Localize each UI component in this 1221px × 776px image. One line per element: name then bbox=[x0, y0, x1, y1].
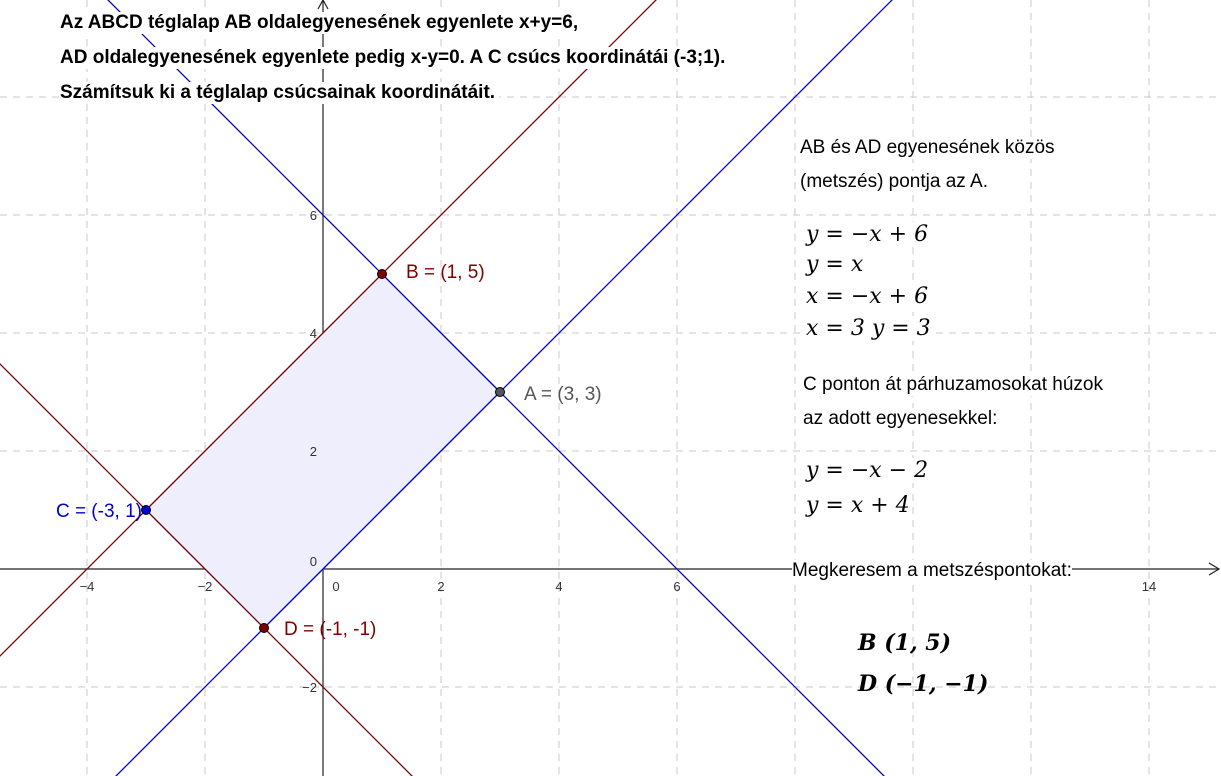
equation-3: x = −x + 6 bbox=[806, 284, 929, 309]
equation-4: x = 3 y = 3 bbox=[806, 316, 931, 341]
x-tick-label: 14 bbox=[1141, 579, 1157, 594]
equation-1: y = −x + 6 bbox=[806, 222, 929, 247]
equation-6: y = x + 4 bbox=[806, 493, 910, 518]
y-tick-label: −2 bbox=[302, 680, 317, 695]
point-a[interactable] bbox=[496, 388, 505, 397]
x-tick-label: −2 bbox=[197, 579, 213, 594]
x-tick-label: 0 bbox=[332, 579, 340, 594]
x-tick-label: 6 bbox=[673, 579, 681, 594]
problem-line-2: AD oldalegyenesének egyenlete pedig x-y=0. A C csúcs koordinátái (-3;1). bbox=[60, 47, 729, 69]
x-tick-label: 2 bbox=[437, 579, 445, 594]
result-d: D (−1, −1) bbox=[858, 671, 989, 697]
problem-line-1: Az ABCD téglalap AB oldalegyenesének egyenlete x+y=6, bbox=[60, 12, 582, 34]
problem-line-3: Számítsuk ki a téglalap csúcsainak koordinátáit. bbox=[60, 82, 499, 104]
x-tick-label: 4 bbox=[555, 579, 563, 594]
y-tick-label: 2 bbox=[309, 444, 317, 459]
x-tick-label: −4 bbox=[79, 579, 95, 594]
parallel-text-2: az adott egyenesekkel: bbox=[803, 408, 998, 429]
intersect-text-2: (metszés) pontja az A. bbox=[800, 171, 988, 192]
find-text: Megkeresem a metszéspontokat: bbox=[792, 560, 1072, 581]
y-tick-label: 4 bbox=[309, 326, 317, 341]
equation-5: y = −x − 2 bbox=[806, 458, 929, 483]
point-label-a: A = (3, 3) bbox=[524, 384, 602, 405]
y-tick-label: 0 bbox=[309, 554, 317, 569]
point-label-d: D = (-1, -1) bbox=[284, 619, 377, 640]
result-b: B (1, 5) bbox=[858, 630, 952, 656]
parallel-text-1: C ponton át párhuzamosokat húzok bbox=[803, 374, 1103, 395]
point-d[interactable] bbox=[260, 624, 269, 633]
intersect-text-1: AB és AD egyenesének közös bbox=[800, 137, 1055, 158]
point-b[interactable] bbox=[378, 270, 387, 279]
line-y-x-2[interactable] bbox=[0, 97, 1221, 776]
y-tick-label: 6 bbox=[309, 208, 317, 223]
point-label-b: B = (1, 5) bbox=[406, 262, 485, 283]
equation-2: y = x bbox=[806, 252, 864, 277]
point-label-c: C = (-3, 1) bbox=[55, 501, 142, 522]
point-c[interactable] bbox=[142, 506, 151, 515]
